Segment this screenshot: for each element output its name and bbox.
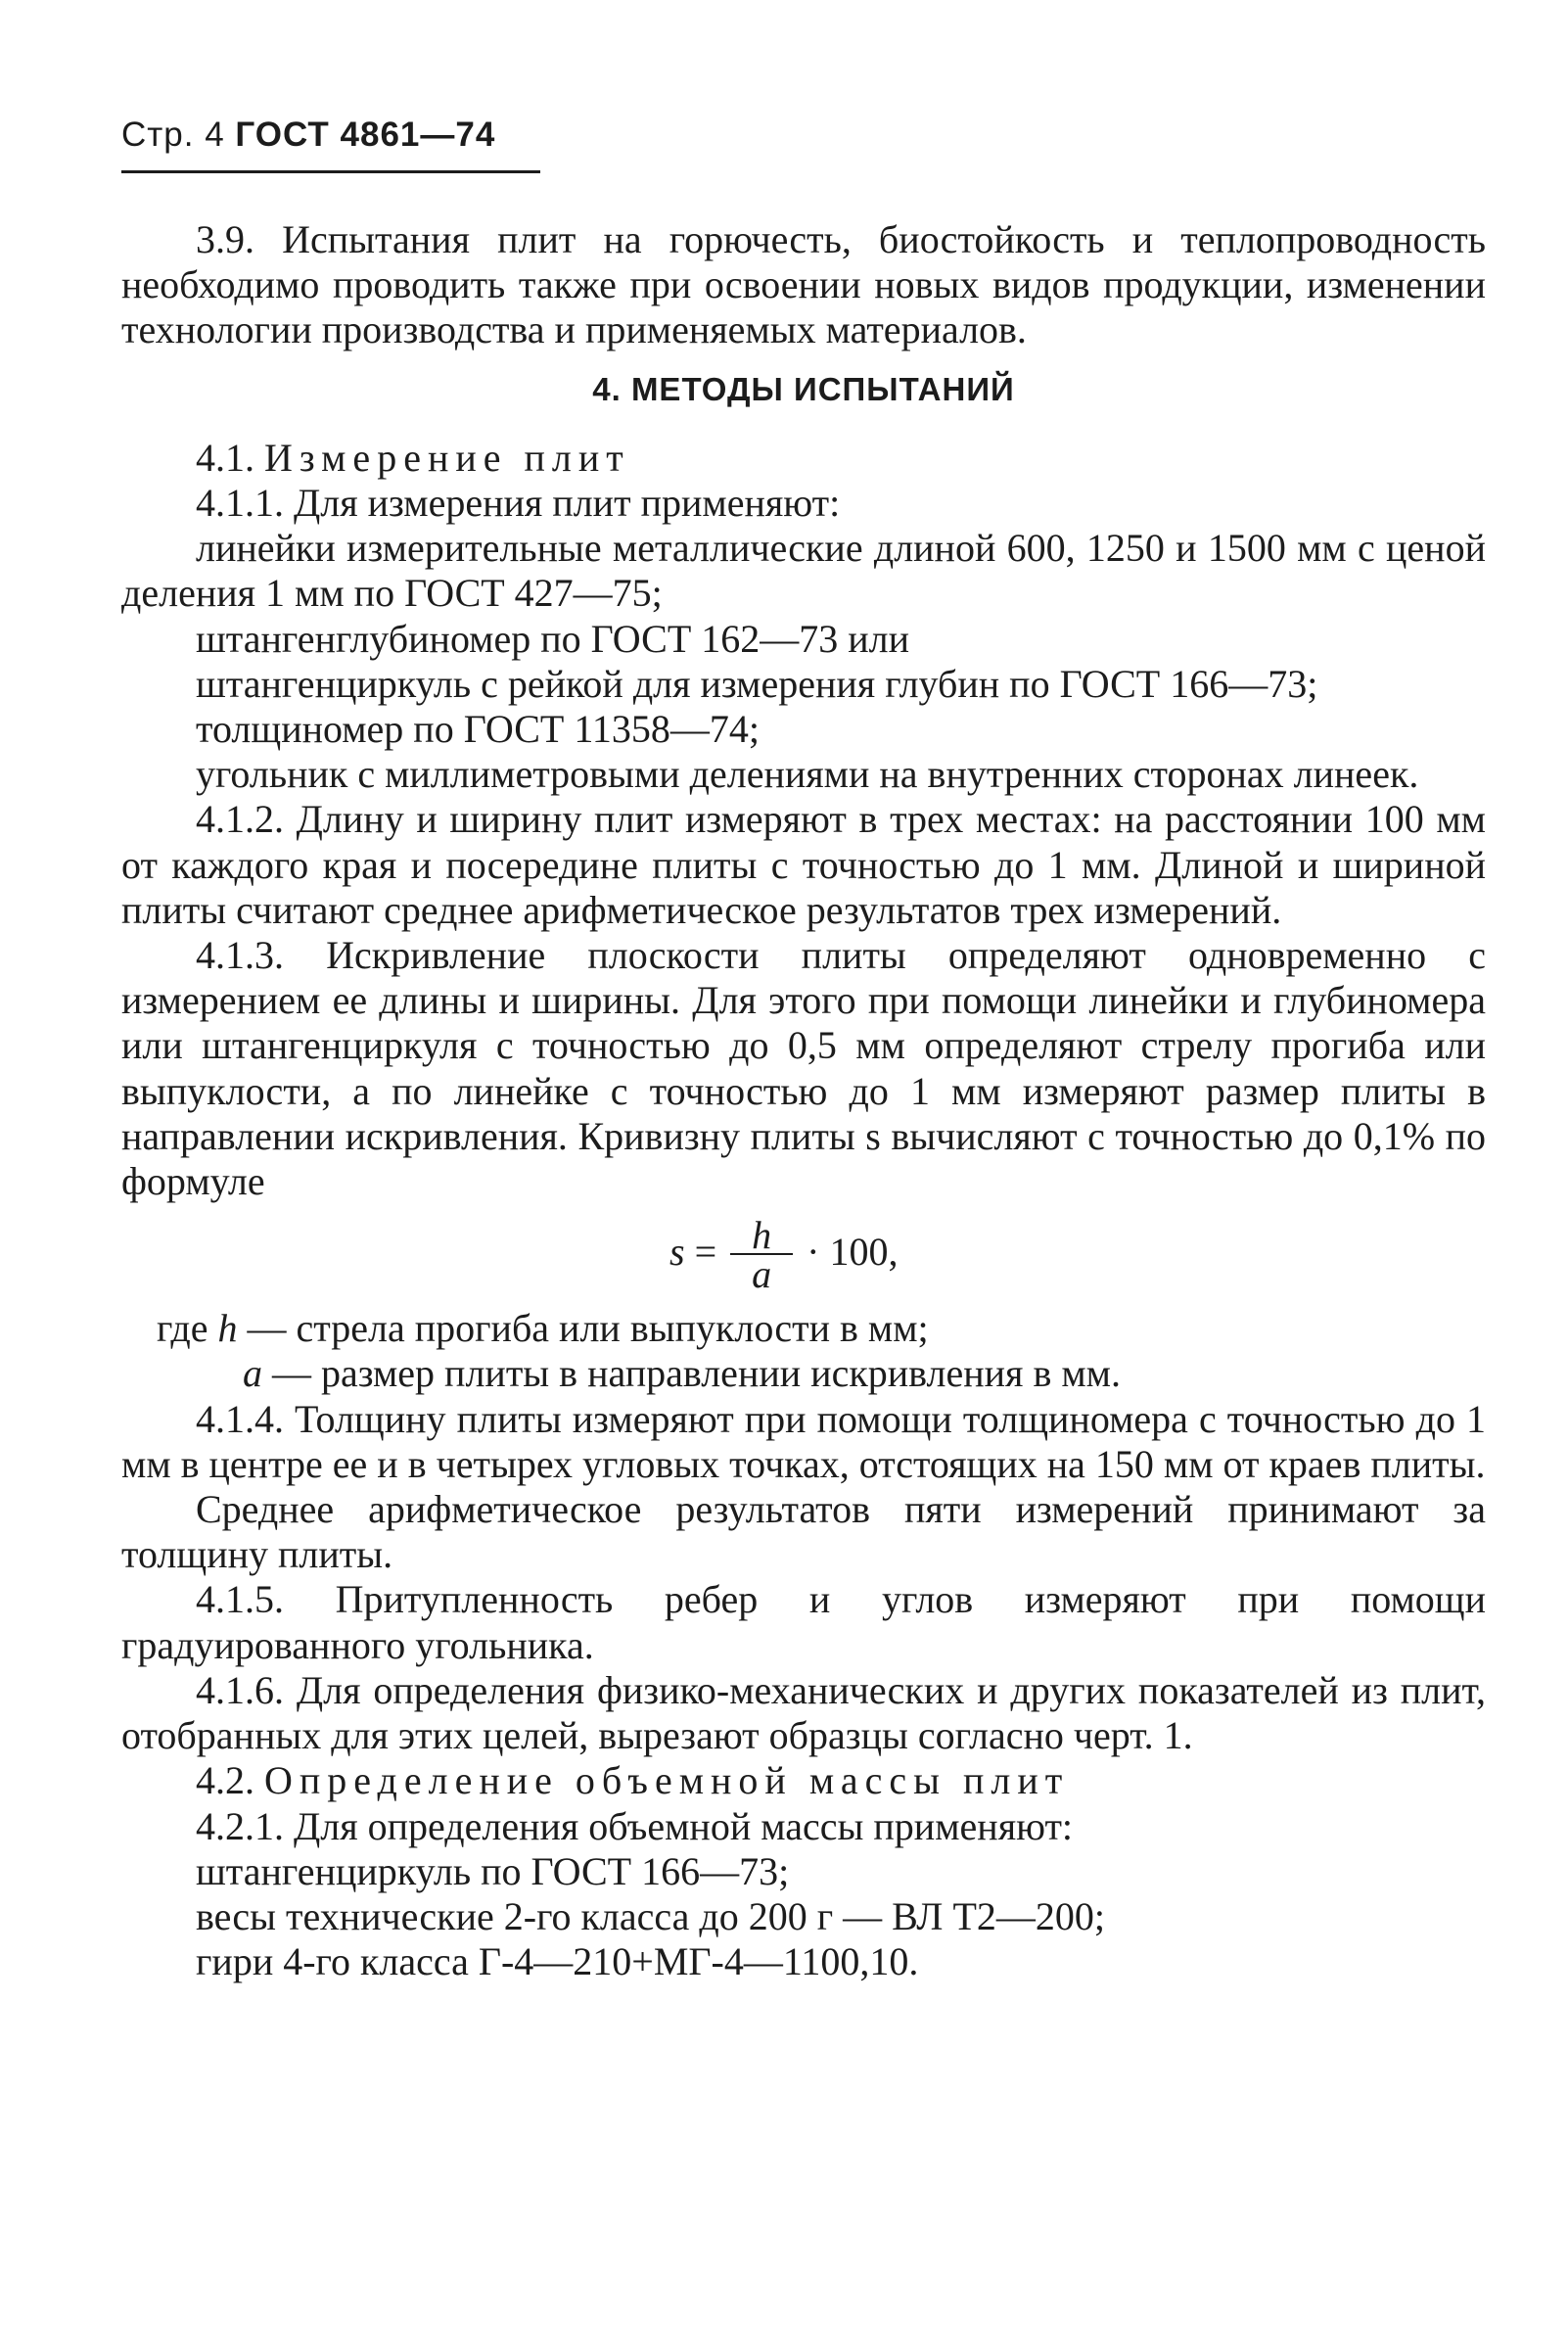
where-h-text: — стрела прогиба или выпуклости в мм; — [247, 1306, 929, 1351]
formula-equals: = — [694, 1230, 717, 1275]
curvature-formula — [121, 1204, 1486, 1306]
where-lead: где — [157, 1306, 208, 1351]
list-item: гири 4-го класса Г-4—210+МГ-4—1100,10. — [196, 1939, 919, 1984]
formula-tail: · 100, — [807, 1230, 899, 1275]
clause-4-1-6: 4.1.6. Для определения физико-механических и других показателей из плит, отобранных для этих целей, вырезают образцы согласно черт. 1. — [121, 1667, 1486, 1758]
formula-numerator: h — [730, 1218, 793, 1255]
where-h — [121, 1306, 1486, 1351]
list-item: толщиномер по ГОСТ 11358—74; — [196, 707, 760, 752]
list-item: весы технические 2-го класса до 200 г — ВЛ Т2—200; — [196, 1893, 1105, 1938]
where-a-symbol: a — [243, 1351, 262, 1396]
subsection-4-2-title — [121, 1758, 1486, 1803]
list-item: линейки измерительные металлические длиной 600, 1250 и 1500 мм с ценой деления 1 мм по ГОСТ 427—75; — [121, 526, 1486, 616]
subsection-heading: Измерение плит — [264, 435, 630, 480]
clause-4-1-5: 4.1.5. Притупленность ребер и углов измеряют при помощи градуированного угольника. — [121, 1577, 1486, 1667]
where-h-symbol: h — [217, 1306, 238, 1351]
list-item: угольник с миллиметровыми делениями на внутренних сторонах линеек. — [196, 752, 1419, 797]
clause-4-2-1-intro: 4.2.1. Для определения объемной массы применяют: — [196, 1803, 1074, 1848]
where-a — [121, 1351, 1486, 1396]
clause-4-1-2: 4.1.2. Длину и ширину плит измеряют в трех местах: на расстоянии 100 мм от каждого края и посередине плиты с точностью до 1 мм. Длиной и шириной плиты считают среднее арифметическое результатов трех измерений. — [121, 797, 1486, 932]
clause-4-1-1-intro: 4.1.1. Для измерения плит применяют: — [196, 481, 841, 526]
page-label: Стр. 4 — [121, 116, 225, 154]
subsection-number: 4.2. — [196, 1758, 254, 1803]
list-item: штангенглубиномер по ГОСТ 162—73 или — [196, 616, 910, 661]
clause-4-1-3: 4.1.3. Искривление плоскости плиты определяют одновременно с измерением ее длины и ширины. Для этого при помощи линейки и глубиномера или штангенциркуля с точностью до 0,5 мм определяют стрелу прогиба или выпуклости, а по линейке с точностью до 1 мм измеряют размер плиты в направлении искривления. Кривизну плиты s вычисляют с точностью до 0,1% по формуле — [121, 933, 1486, 1204]
formula-lhs: s — [669, 1230, 685, 1275]
formula-denominator: a — [752, 1252, 772, 1297]
section-title: 4. МЕТОДЫ ИСПЫТАНИЙ — [592, 370, 1015, 407]
clause-4-1-4-b: Среднее арифметическое результатов пяти измерений принимают за толщину плиты. — [121, 1487, 1486, 1577]
clause-3-9: 3.9. Испытания плит на горючесть, биостойкость и теплопроводность необходимо проводить также при освоении новых видов продукции, изменении технологии производства и применяемых материалов. — [121, 217, 1486, 352]
standard-number: ГОСТ 4861—74 — [235, 116, 496, 154]
subsection-number: 4.1. — [196, 435, 254, 480]
document-body — [121, 217, 1486, 1984]
header-rule — [121, 170, 540, 173]
page-header — [121, 116, 495, 155]
list-item: штангенциркуль по ГОСТ 166—73; — [196, 1848, 790, 1893]
where-a-text: — размер плиты в направлении искривления в мм. — [272, 1351, 1121, 1396]
formula-fraction — [730, 1213, 793, 1297]
list-item: штангенциркуль с рейкой для измерения глубин по ГОСТ 166—73; — [196, 661, 1318, 706]
subsection-heading: Определение объемной массы плит — [264, 1758, 1070, 1803]
subsection-4-1-title — [121, 436, 1486, 481]
clause-4-1-4: 4.1.4. Толщину плиты измеряют при помощи толщиномера с точностью до 1 мм в центре ее и в четырех угловых точках, отстоящих на 150 мм от краев плиты. — [121, 1396, 1486, 1486]
